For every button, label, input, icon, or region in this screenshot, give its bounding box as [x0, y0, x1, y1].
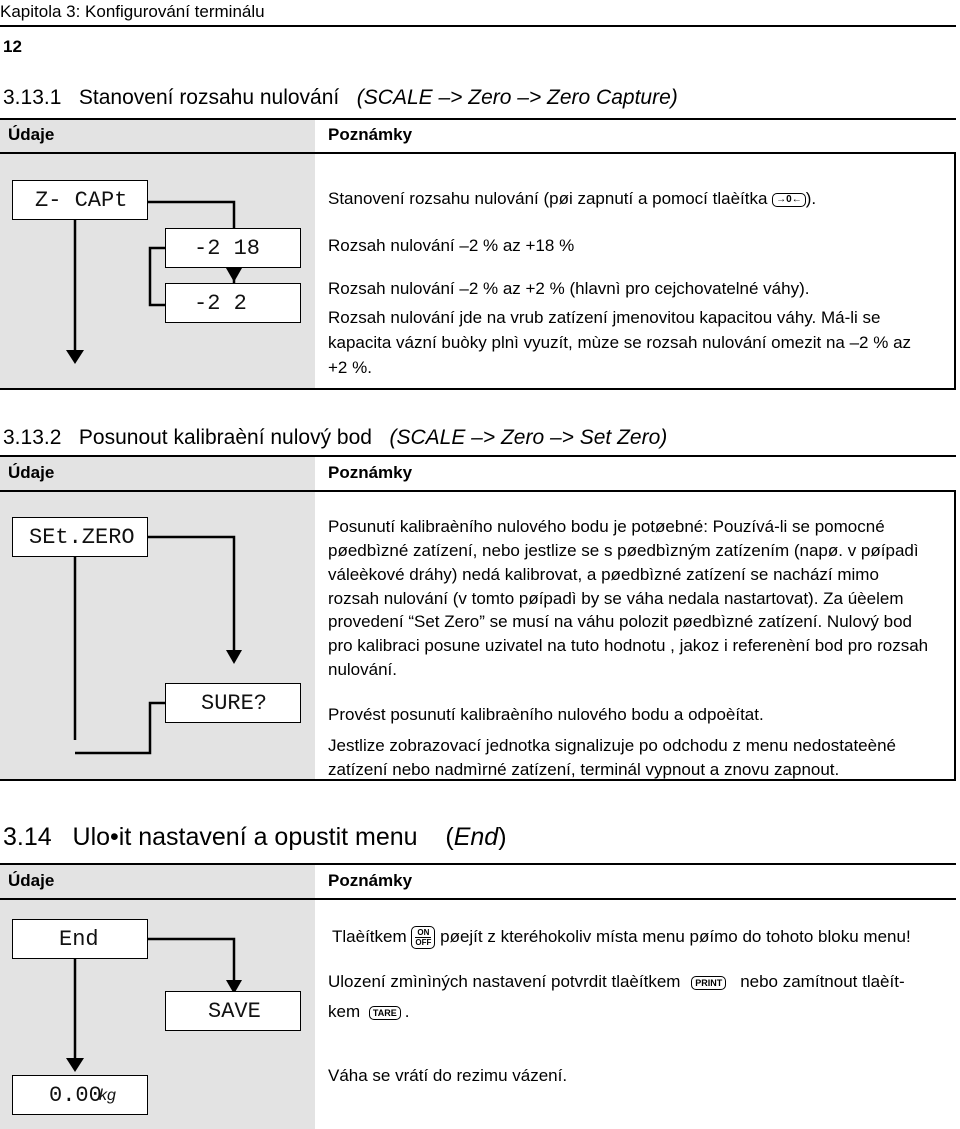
column-header-notes: Poznámky [328, 463, 413, 482]
column-header-data: Údaje [8, 125, 55, 144]
note-set-zero-line: nulování. [328, 660, 397, 679]
note-set-zero-line: rozsah nulování (v tomto pøípadì by se váha nedala nastartovat). Za úèelem [328, 589, 904, 608]
display-end: End [12, 919, 148, 959]
menu-path: (SCALE –> Zero –> Zero Capture) [356, 86, 678, 109]
note-range-2-2: Rozsah nulování –2 % az +2 % (hlavnì pro cejchovatelné váhy). [328, 279, 810, 298]
note-save-line: Ulození zmìnìných nastavení potvrdit tlaèítkem PRINT nebo zamítnout tlaèít- [328, 972, 905, 991]
chapter-header: Kapitola 3: Konfigurování terminálu [0, 2, 265, 21]
note-set-zero-line: Posunutí kalibraèního nulového bodu je potøebné: Pouzívá-li se pomocné [328, 517, 885, 536]
column-header-notes: Poznámky [328, 871, 413, 890]
table-right-rule [954, 490, 956, 780]
column-header-data: Údaje [8, 871, 55, 890]
note-range-line: +2 %. [328, 358, 372, 377]
page-number: 12 [3, 37, 22, 56]
display-weight: 0.00 kg [12, 1075, 148, 1115]
display-save: SAVE [165, 991, 301, 1031]
display-sure: SURE? [165, 683, 301, 723]
menu-path: End [453, 823, 499, 851]
note-save-line: kem TARE . [328, 1002, 410, 1021]
zero-key-icon: →0← [772, 193, 806, 207]
display-range-2-18: -2 18 [165, 228, 301, 268]
table-top-rule [0, 118, 956, 120]
display-set-zero: SEt.ZERO [12, 517, 148, 557]
section-heading: Ulo•it nastavení a opustit menu [72, 823, 418, 851]
display-range-2-2: -2 2 [165, 283, 301, 323]
section-heading: Stanovení rozsahu nulování [78, 86, 340, 109]
note-zero-capture: Stanovení rozsahu nulování (pøi zapnutí a pomocí tlaèítka →0← ). [328, 189, 817, 208]
note-set-zero-line: pro kalibraci posune uzivatel na tuto hodnotu , jakoz i referenèní bod pro rozsah [328, 636, 929, 655]
section-number: 3.13.2 [3, 426, 62, 449]
print-key-icon: PRINT [691, 976, 726, 990]
section-number: 3.14 [3, 823, 52, 851]
note-range-2-18: Rozsah nulování –2 % az +18 % [328, 236, 575, 255]
note-range-line: Rozsah nulování jde na vrub zatízení jmenovitou kapacitou váhy. Má-li se [328, 308, 881, 327]
on-off-key-icon: ON OFF [411, 926, 435, 949]
section-heading: Posunout kalibraèní nulový bod [78, 426, 372, 449]
section-number: 3.13.1 [3, 86, 62, 109]
header-rule [0, 25, 956, 27]
section-title-3-13-1 [3, 88, 678, 108]
display-zero-capture: Z- CAPt [12, 180, 148, 220]
note-restart-line: Jestlize zobrazovací jednotka signalizuje po odchodu z menu nedostateèné [328, 736, 896, 755]
column-header-data: Údaje [8, 463, 55, 482]
note-range-line: kapacita vázní buòky plnì vyuzít, mùze se rozsah nulování omezit na –2 % az [328, 333, 912, 352]
section-title-3-13-2 [3, 428, 667, 448]
note-set-zero-line: provedení “Set Zero” se musí na váhu polozit pøedbìzné zatízení. Nulový bod [328, 612, 912, 631]
note-set-zero-line: pøedbìzné zatízení, nebo jestlize se s pøedbìzným zatízením (napø. v pøípadì [328, 541, 919, 560]
section-title-3-14: 3.14 Ulo•it nastavení a opustit menu (End) [3, 823, 507, 851]
menu-path: (SCALE –> Zero –> Set Zero) [389, 426, 668, 449]
note-sure: Provést posunutí kalibraèního nulového bodu a odpoèítat. [328, 705, 764, 724]
table-right-rule [954, 152, 956, 389]
table-top-rule [0, 863, 956, 865]
note-restart-line: zatízení nebo nadmìrné zatízení, terminál vypnout a znovu zapnout. [328, 760, 840, 779]
column-header-notes: Poznámky [328, 125, 413, 144]
note-return: Váha se vrátí do rezimu vázení. [328, 1066, 568, 1085]
note-set-zero-line: váleèkové dráhy) nedá kalibrovat, a pøedbìzné zatízení se nachází mimo [328, 565, 879, 584]
table-top-rule [0, 455, 956, 457]
note-end: Tlaèítkem ON OFF pøejít z kteréhokoliv místa menu pøímo do tohoto bloku menu! [332, 926, 911, 947]
tare-key-icon: TARE [369, 1006, 401, 1020]
